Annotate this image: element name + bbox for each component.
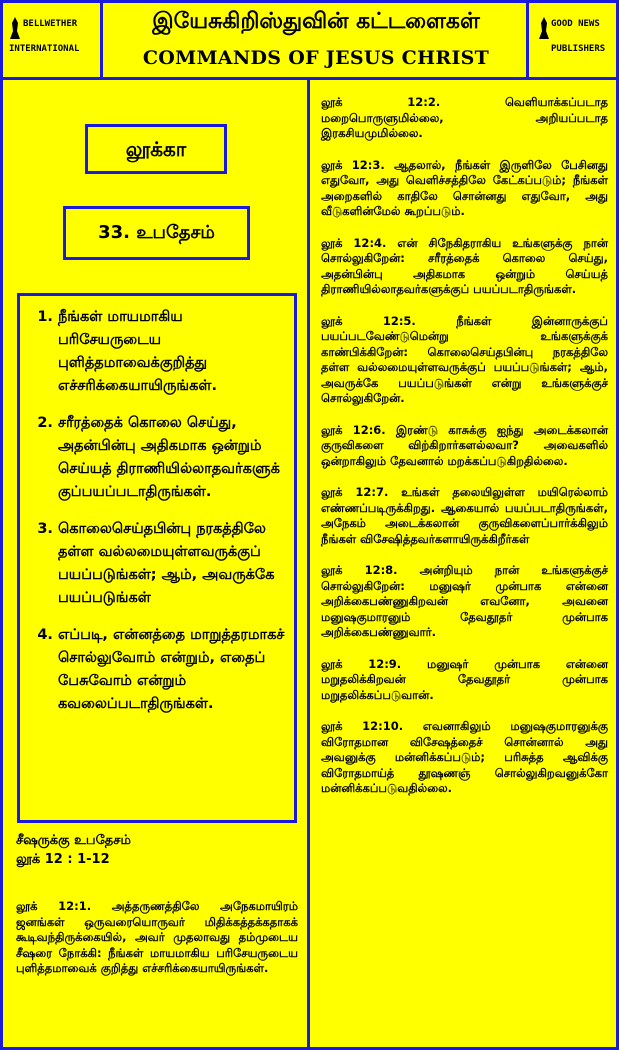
verse-paragraph: லூக் 12:7. உங்கள் தலையிலுள்ள மயிரெல்லாம் எண்ணப்படிருக்கிறது. ஆகையால் பயப்படாதிருங்கள், அநேகம் அடைக்கலான் குருவிகளைப்பார்க்கிலும் நீங்கள் விசேஷித்தவர்களாயிருக்கிறீர்கள் <box>321 485 608 546</box>
bell-icon <box>10 17 20 39</box>
column-divider <box>307 80 310 1047</box>
verse-paragraph: லூக் 12:3. ஆதலால், நீங்கள் இருளிலே பேசினது எதுவோ, அது வெளிச்சத்திலே கேட்கப்படும்; நீங்கள் அறைகளில் காதிலே சொன்னது எதுவோ, அது வீடுகளின்மேல் கூறப்படும். <box>321 157 608 218</box>
verse-paragraph: லூக் 12:5. நீங்கள் இன்னாருக்குப் பயப்படவேண்டுமென்று உங்களுக்குக் காண்பிக்கிறேன்: கொலைசெய்தபின்பு நரகத்திலே தள்ள வல்லமையுள்ளவருக்குப் பயப்படுங்கள்; ஆம், அவருக்கே பயப்படுங்கள் என்று உங்களுக்குச் சொல்லுகிறேன். <box>321 313 608 405</box>
verse-paragraph: லூக் 12:2. வெளியாக்கப்படாத மறைபொருளுமில்லை, அறியப்படாத இரகசியமுமில்லை. <box>321 95 608 140</box>
section-heading-title: சீஷருக்கு உபதேசம் <box>16 833 131 848</box>
book-title: லூக்கா <box>85 124 227 174</box>
command-item: 3. கொலைசெய்தபின்பு நரகத்திலே தள்ள வல்லமையுள்ளவருக்குப் பயப்படுங்கள்; ஆம், அவருக்கே பயப்படுங்கள் <box>58 518 286 610</box>
good-news-logo <box>526 3 616 77</box>
commands-list <box>20 296 294 716</box>
verse-paragraph: லூக் 12:1. அத்தருணத்திலே அநேகமாயிரம் ஜனங்கள் ஒருவரையொருவர் மிதிக்கத்தக்கதாகக் கூடிவந்திருக்கையில், அவர் முதலாவது தம்முடைய சீஷரை நோக்கி: நீங்கள் மாயமாகிய பரிசேயருடைய புளித்தமாவைக் குறித்து எச்சரிக்கையாயிருங்கள். <box>16 899 298 975</box>
bellwether-line1: BELLWETHER <box>23 19 78 29</box>
section-heading <box>16 831 298 869</box>
verse-paragraph: லூக் 12:10. எவனாகிலும் மனுஷகுமாரனுக்கு விரோதமான விசேஷத்தைச் சொன்னால் அது அவனுக்கு மன்னிக்கப்படும்; பரிசுத்த ஆவிக்கு விரோதமாய்த் தூஷணஞ் சொல்லுகிறவனுக்கோ மன்னிக்கப்படுவதில்லை. <box>321 719 608 795</box>
sermon-title: 33. உபதேசம் <box>63 206 250 260</box>
verse-paragraph: லூக் 12:8. அன்றியும் நான் உங்களுக்குச் சொல்லுகிறேன்: மனுஷர் முன்பாக என்னை அறிக்கைபண்ணுகிறவன் எவனோ, அவனை மனுஷகுமாரனும் தேவதூதர் முன்பாக அறிக்கைபண்ணுவார். <box>321 563 608 639</box>
commands-box <box>17 293 297 823</box>
figure-icon <box>539 17 549 39</box>
section-heading-reference: லூக் 12 : 1-12 <box>16 852 110 867</box>
verse-paragraph: லூக் 12:6. இரண்டு காசுக்கு ஐந்து அடைக்கலான் குருவிகளை விற்கிறார்களல்லவா? அவைகளில் ஒன்றாகிலும் தேவனால் மறக்கப்படுகிறதில்லை. <box>321 422 608 468</box>
bellwether-logo <box>3 3 103 77</box>
verse-paragraph: லூக் 12:9. மனுஷர் முன்பாக என்னை மறுதலிக்கிறவன் தேவதூதர் முன்பாக மறுதலிக்கப்படுவான். <box>321 656 608 702</box>
command-item: 4. எப்படி, என்னத்தை மாறுத்தரமாகச் சொல்லுவோம் என்றும், எதைப் பேசுவோம் என்றும் கவலைப்படாதிருங்கள். <box>58 624 286 716</box>
verse-paragraph: லூக் 12:4. என் சிநேகிதராகிய உங்களுக்கு நான் சொல்லுகிறேன்: சரீரத்தைக் கொலை செய்து, அதன்பின்பு அதிகமாக ஒன்றும் செய்யத் திராணியில்லாதவர்களுக்குப் பயப்படாதிருங்கள். <box>321 235 608 296</box>
command-item: 2. சரீரத்தைக் கொலை செய்து, அதன்பின்பு அதிகமாக ஒன்றும் செய்யத் திராணியில்லாதவர்களுக் குப்பயப்படாதிருங்கள். <box>58 412 286 504</box>
command-item: 1. நீங்கள் மாயமாகிய பரிசேயருடைய புளித்தமாவைக்குறித்து எச்சரிக்கையாயிருங்கள். <box>58 306 286 398</box>
good-news-line2: PUBLISHERS <box>551 44 606 54</box>
verses-column <box>321 95 608 813</box>
good-news-line1: GOOD NEWS <box>551 19 600 29</box>
title-tamil: இயேசுகிறிஸ்துவின் கட்டளைகள் <box>152 9 480 34</box>
title-english: COMMANDS OF JESUS CHRIST <box>142 47 490 69</box>
header <box>3 3 616 80</box>
bellwether-line2: INTERNATIONAL <box>9 44 80 54</box>
